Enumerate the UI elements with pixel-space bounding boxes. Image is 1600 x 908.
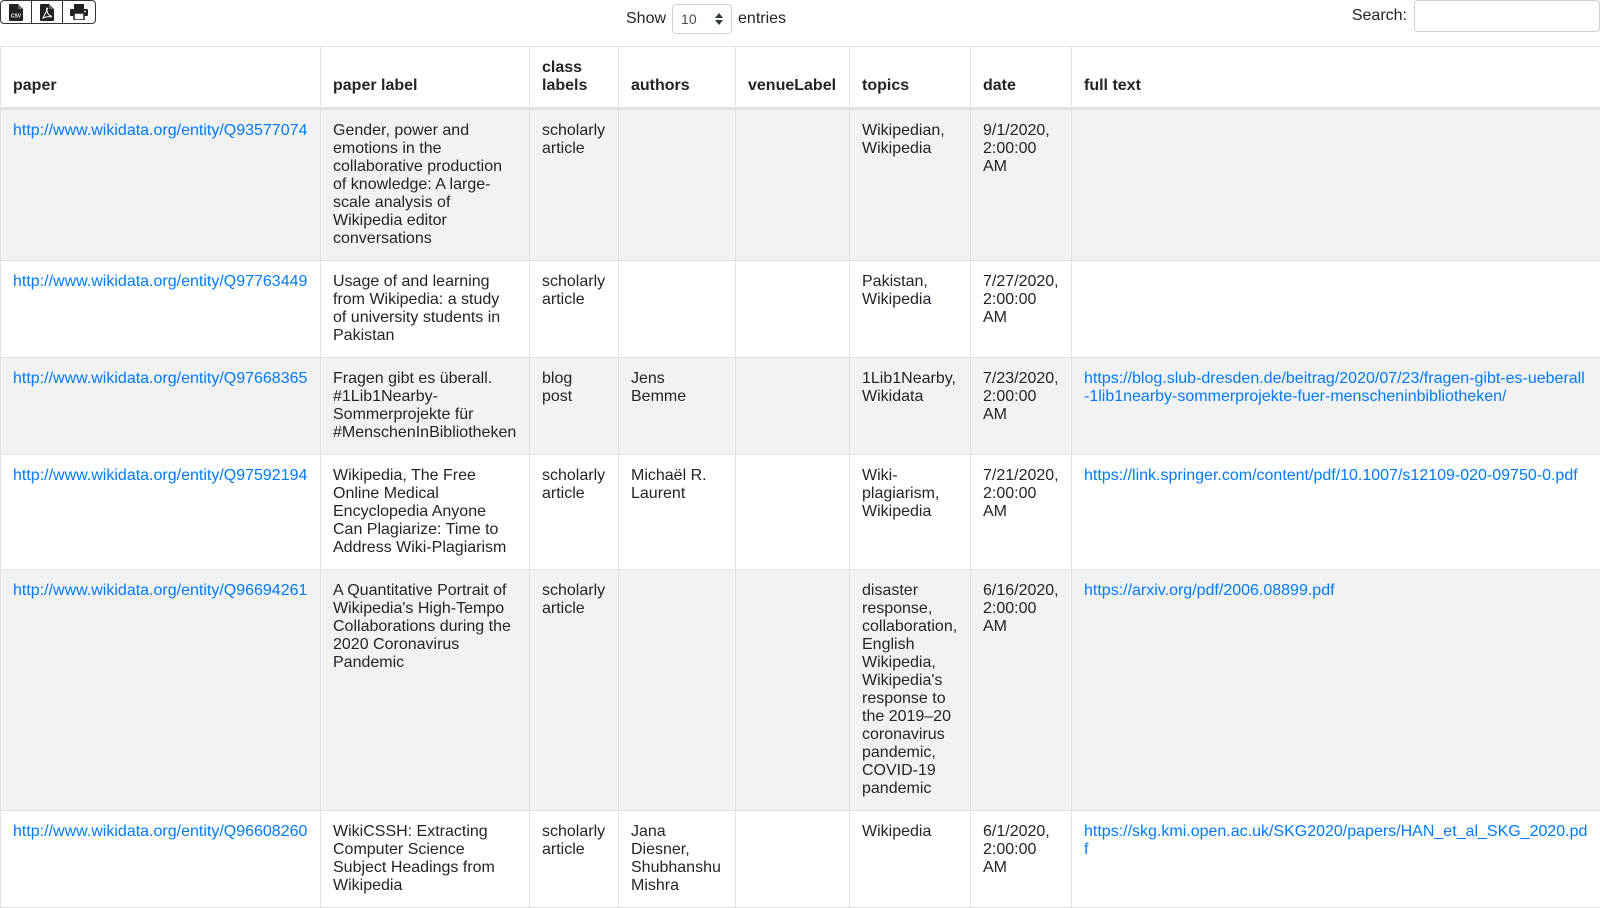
authors-cell: Jens Bemme [619,358,736,455]
full-text-cell [1072,455,1600,570]
column-header-date[interactable]: date [971,47,1072,109]
column-header-venue-label[interactable]: venueLabel [736,47,850,109]
paper-link[interactable]: http://www.wikidata.org/entity/Q97592194 [13,467,307,484]
venue-label-cell [736,811,850,908]
authors-cell: Jana Diesner, Shubhanshu Mishra [619,811,736,908]
paper-label-cell: Wikipedia, The Free Online Medical Encyclopedia Anyone Can Plagiarize: Time to Address Wiki-Plagiarism [321,455,530,570]
class-labels-cell: scholarly article [530,109,619,261]
venue-label-cell [736,358,850,455]
column-header-full-text[interactable]: full text [1072,47,1600,109]
date-cell: 9/1/2020, 2:00:00 AM [971,109,1072,261]
authors-cell [619,109,736,261]
column-header-authors[interactable]: authors [619,47,736,109]
table-row [1,261,1600,358]
table-header-row [1,47,1600,109]
select-arrows-icon [715,13,723,25]
authors-cell [619,261,736,358]
paper-link[interactable]: http://www.wikidata.org/entity/Q96608260 [13,823,307,840]
pdf-export-button[interactable] [32,1,63,23]
paper-cell [1,261,321,358]
topics-cell: Wikipedia [850,811,971,908]
class-labels-cell: scholarly article [530,570,619,811]
full-text-cell [1072,811,1600,908]
page-length-value: 10 [681,11,697,27]
paper-link[interactable]: http://www.wikidata.org/entity/Q97763449 [13,273,307,290]
full-text-cell [1072,109,1600,261]
authors-cell: Michaël R. Laurent [619,455,736,570]
venue-label-cell [736,570,850,811]
full-text-link[interactable]: https://arxiv.org/pdf/2006.08899.pdf [1084,582,1335,599]
pdf-file-icon [40,4,54,21]
paper-label-cell: Gender, power and emotions in the collaborative production of knowledge: A large-scale analysis of Wikipedia editor conversations [321,109,530,261]
table-row [1,358,1600,455]
paper-cell [1,570,321,811]
paper-link[interactable]: http://www.wikidata.org/entity/Q96694261 [13,582,307,599]
full-text-link[interactable]: https://blog.slub-dresden.de/beitrag/2020/07/23/fragen-gibt-es-ueberall-1lib1nearby-sommerprojekte-fuer-menscheninbibliotheken/ [1084,370,1585,405]
column-header-class-labels[interactable]: class labels [530,47,619,109]
export-toolbar [0,0,96,24]
class-labels-cell: blog post [530,358,619,455]
paper-cell [1,811,321,908]
print-icon [70,4,88,20]
full-text-link[interactable]: https://skg.kmi.open.ac.uk/SKG2020/papers/HAN_et_al_SKG_2020.pdf [1084,823,1587,858]
search-input[interactable] [1414,0,1600,32]
paper-cell [1,358,321,455]
venue-label-cell [736,455,850,570]
full-text-cell [1072,570,1600,811]
page-length-control [626,4,786,34]
date-cell: 6/1/2020, 2:00:00 AM [971,811,1072,908]
topics-cell: disaster response, collaboration, English Wikipedia, Wikipedia's response to the 2019–20 coronavirus pandemic, COVID-19 pandemic [850,570,971,811]
page-length-select[interactable] [672,4,732,34]
entries-label: entries [738,10,786,28]
show-label: Show [626,10,666,28]
table-row [1,109,1600,261]
column-header-paper[interactable]: paper [1,47,321,109]
topics-cell: 1Lib1Nearby, Wikidata [850,358,971,455]
svg-text:CSV: CSV [11,13,22,19]
venue-label-cell [736,261,850,358]
class-labels-cell: scholarly article [530,455,619,570]
class-labels-cell: scholarly article [530,261,619,358]
column-header-paper-label[interactable]: paper label [321,47,530,109]
full-text-cell [1072,358,1600,455]
csv-file-icon [9,4,23,21]
paper-link[interactable]: http://www.wikidata.org/entity/Q97668365 [13,370,307,387]
paper-label-cell: WikiCSSH: Extracting Computer Science Subject Headings from Wikipedia [321,811,530,908]
venue-label-cell [736,109,850,261]
paper-label-cell: Usage of and learning from Wikipedia: a study of university students in Pakistan [321,261,530,358]
table-row [1,570,1600,811]
results-table [0,46,1600,908]
paper-link[interactable]: http://www.wikidata.org/entity/Q93577074 [13,122,307,139]
column-header-topics[interactable]: topics [850,47,971,109]
paper-cell [1,109,321,261]
date-cell: 7/21/2020, 2:00:00 AM [971,455,1072,570]
topics-cell: Pakistan, Wikipedia [850,261,971,358]
date-cell: 7/23/2020, 2:00:00 AM [971,358,1072,455]
class-labels-cell: scholarly article [530,811,619,908]
csv-export-button[interactable] [1,1,32,23]
paper-cell [1,455,321,570]
table-row [1,811,1600,908]
topics-cell: Wiki-plagiarism, Wikipedia [850,455,971,570]
authors-cell [619,570,736,811]
topics-cell: Wikipedian, Wikipedia [850,109,971,261]
date-cell: 6/16/2020, 2:00:00 AM [971,570,1072,811]
date-cell: 7/27/2020, 2:00:00 AM [971,261,1072,358]
print-button[interactable] [63,1,95,23]
search-control [1352,0,1600,32]
full-text-cell [1072,261,1600,358]
paper-label-cell: Fragen gibt es überall. #1Lib1Nearby-Sommerprojekte für #MenschenInBibliotheken [321,358,530,455]
table-row [1,455,1600,570]
search-label: Search: [1352,7,1407,25]
paper-label-cell: A Quantitative Portrait of Wikipedia's High-Tempo Collaborations during the 2020 Coronavirus Pandemic [321,570,530,811]
full-text-link[interactable]: https://link.springer.com/content/pdf/10.1007/s12109-020-09750-0.pdf [1084,467,1578,484]
